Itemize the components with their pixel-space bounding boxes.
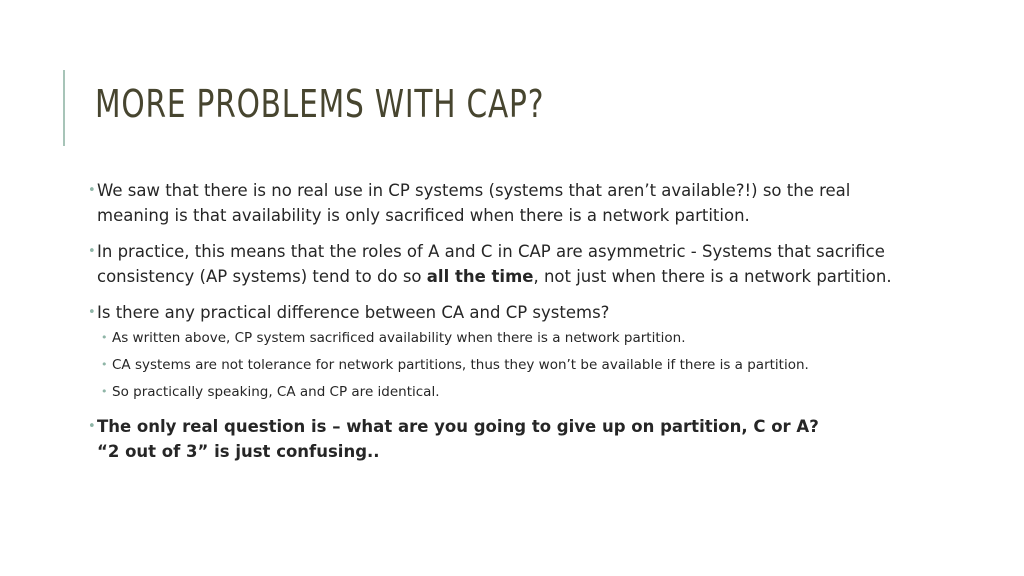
bullet-2-emphasis: all the time <box>426 267 534 286</box>
bullet-2-text-start: In practice, this means that the roles of A and C in CAP are asymmetric - Systems that sacrifice consistency (AP systems) tend to do so <box>97 242 885 286</box>
sub-bullet-2-text: CA systems are not tolerance for network partitions, thus they won’t be available if there is a partition. <box>112 357 809 373</box>
sub-bullet-dot-icon: • <box>101 331 108 344</box>
sub-bullet-3 <box>88 381 918 403</box>
bullet-4 <box>88 414 918 464</box>
sub-bullet-1-text: As written above, CP system sacrificed availability when there is a network partition. <box>112 330 686 346</box>
bullet-3 <box>88 300 918 325</box>
slide-content <box>88 178 918 475</box>
sub-bullet-dot-icon: • <box>101 385 108 398</box>
bullet-4-line-2: “2 out of 3” is just confusing.. <box>97 442 380 461</box>
bullet-2 <box>88 239 918 289</box>
bullet-dot-icon: • <box>88 419 96 434</box>
bullet-3-text: Is there any practical difference between CA and CP systems? <box>97 303 610 322</box>
sub-bullet-dot-icon: • <box>101 358 108 371</box>
bullet-1-text: We saw that there is no real use in CP systems (systems that aren’t available?!) so the real meaning is that availability is only sacrificed when there is a network partition. <box>97 181 851 225</box>
sub-bullet-3-text: So practically speaking, CA and CP are identical. <box>112 384 440 400</box>
bullet-2-text-end: , not just when there is a network partition. <box>533 267 892 286</box>
sub-bullet-2 <box>88 354 918 376</box>
slide-title: MORE PROBLEMS WITH CAP? <box>95 82 545 126</box>
bullet-dot-icon: • <box>88 305 96 320</box>
bullet-4-line-1: The only real question is – what are you going to give up on partition, C or A? <box>97 417 819 436</box>
bullet-dot-icon: • <box>88 183 96 198</box>
title-accent-bar <box>63 70 65 146</box>
sub-bullet-1 <box>88 327 918 349</box>
bullet-1 <box>88 178 918 228</box>
bullet-dot-icon: • <box>88 244 96 259</box>
bullet-3-sub-list <box>88 327 918 403</box>
